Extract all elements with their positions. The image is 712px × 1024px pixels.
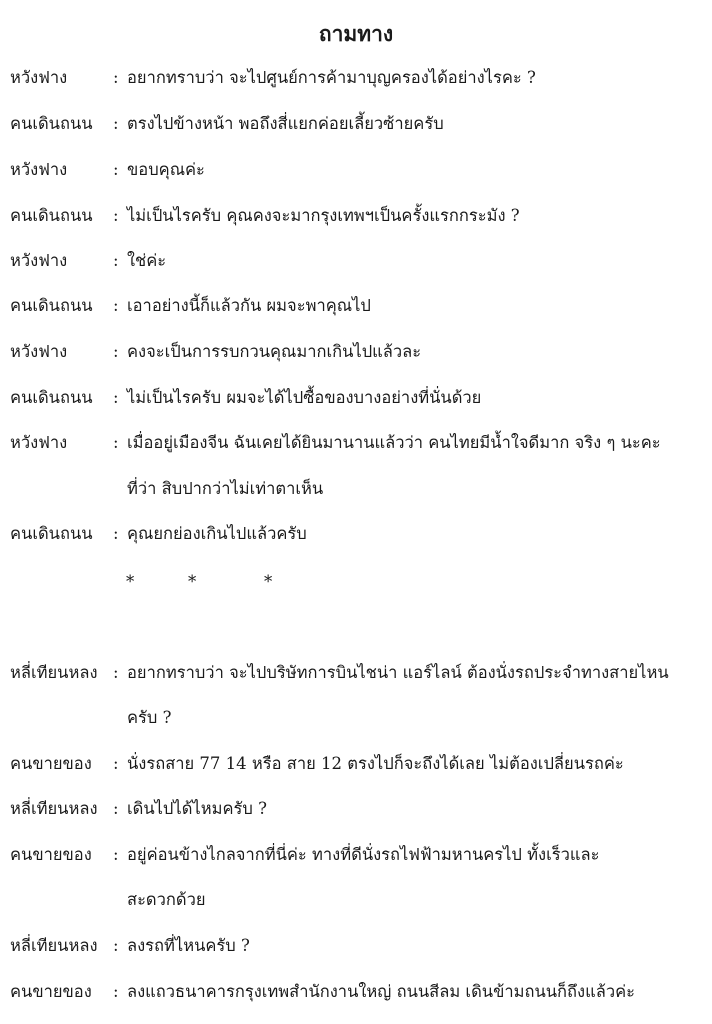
colon-separator: :	[113, 524, 119, 543]
colon-separator: :	[113, 754, 119, 773]
dialogue-text: คงจะเป็นการรบกวนคุณมากเกินไปแล้วละ	[127, 342, 422, 361]
dialogue-text: ขอบคุณค่ะ	[127, 160, 205, 179]
speaker-name: หวังฟาง	[10, 160, 68, 179]
colon-separator: :	[113, 160, 119, 179]
dialogue-text-continuation: ครับ ?	[127, 708, 172, 727]
speaker-name: หลี่เทียนหลง	[10, 936, 98, 955]
speaker-name: คนเดินถนน	[10, 206, 93, 225]
dialogue-text: นั่งรถสาย 77 14 หรือ สาย 12 ตรงไปก็จะถึงได้เลย ไม่ต้องเปลี่ยนรถค่ะ	[127, 754, 624, 773]
speaker-name: หวังฟาง	[10, 433, 68, 452]
dialogue-text-continuation: ที่ว่า สิบปากว่าไม่เท่าตาเห็น	[127, 479, 324, 498]
dialogue-text: ไม่เป็นไรครับ ผมจะได้ไปซื้อของบางอย่างที่นั่นด้วย	[127, 388, 482, 407]
speaker-name: หวังฟาง	[10, 251, 68, 270]
dialogue-text: ลงแถวธนาคารกรุงเทพสำนักงานใหญ่ ถนนสีลม เดินข้ามถนนก็ถึงแล้วค่ะ	[127, 982, 635, 1001]
dialogue-text: อยู่ค่อนข้างไกลจากที่นี่ค่ะ ทางที่ดีนั่งรถไฟฟ้ามหานครไป ทั้งเร็วและ	[127, 845, 600, 864]
colon-separator: :	[113, 845, 119, 864]
colon-separator: :	[113, 251, 119, 270]
colon-separator: :	[113, 982, 119, 1001]
dialogue-text-continuation: สะดวกด้วย	[127, 890, 206, 909]
dialogue-text: ใช่ค่ะ	[127, 251, 167, 270]
colon-separator: :	[113, 342, 119, 361]
dialogue-text: อยากทราบว่า จะไปบริษัทการบินไชน่า แอร์ไลน์ ต้องนั่งรถประจำทางสายไหน	[127, 663, 669, 682]
dialogue-text: ไม่เป็นไรครับ คุณคงจะมากรุงเทพฯเป็นครั้งแรกกระมัง ?	[127, 206, 520, 225]
speaker-name: คนเดินถนน	[10, 388, 93, 407]
colon-separator: :	[113, 388, 119, 407]
colon-separator: :	[113, 936, 119, 955]
speaker-name: คนเดินถนน	[10, 296, 93, 315]
speaker-name: หลี่เทียนหลง	[10, 663, 98, 682]
speaker-name: คนขายของ	[10, 754, 92, 773]
colon-separator: :	[113, 663, 119, 682]
separator-star: *	[264, 572, 273, 591]
speaker-name: คนเดินถนน	[10, 524, 93, 543]
dialogue-text: ลงรถที่ไหนครับ ?	[127, 936, 250, 955]
colon-separator: :	[113, 114, 119, 133]
dialogue-text: เมื่ออยู่เมืองจีน ฉันเคยได้ยินมานานแล้วว่า คนไทยมีน้ำใจดีมาก จริง ๆ นะคะ	[127, 433, 661, 452]
colon-separator: :	[113, 799, 119, 818]
colon-separator: :	[113, 68, 119, 87]
colon-separator: :	[113, 206, 119, 225]
dialogue-text: เดินไปได้ไหมครับ ?	[127, 799, 267, 818]
dialogue-text: เอาอย่างนี้ก็แล้วกัน ผมจะพาคุณไป	[127, 296, 371, 315]
speaker-name: หลี่เทียนหลง	[10, 799, 98, 818]
separator-star: *	[126, 572, 135, 591]
speaker-name: คนขายของ	[10, 982, 92, 1001]
colon-separator: :	[113, 433, 119, 452]
dialogue-text: คุณยกย่องเกินไปแล้วครับ	[127, 524, 307, 543]
separator-star: *	[188, 572, 197, 591]
dialogue-text: อยากทราบว่า จะไปศูนย์การค้ามาบุญครองได้อย่างไรคะ ?	[127, 68, 536, 87]
document-title: ถามทาง	[318, 21, 394, 46]
speaker-name: หวังฟาง	[10, 68, 68, 87]
speaker-name: คนขายของ	[10, 845, 92, 864]
speaker-name: หวังฟาง	[10, 342, 68, 361]
speaker-name: คนเดินถนน	[10, 114, 93, 133]
colon-separator: :	[113, 296, 119, 315]
dialogue-text: ตรงไปข้างหน้า พอถึงสี่แยกค่อยเลี้ยวซ้ายครับ	[127, 114, 444, 133]
